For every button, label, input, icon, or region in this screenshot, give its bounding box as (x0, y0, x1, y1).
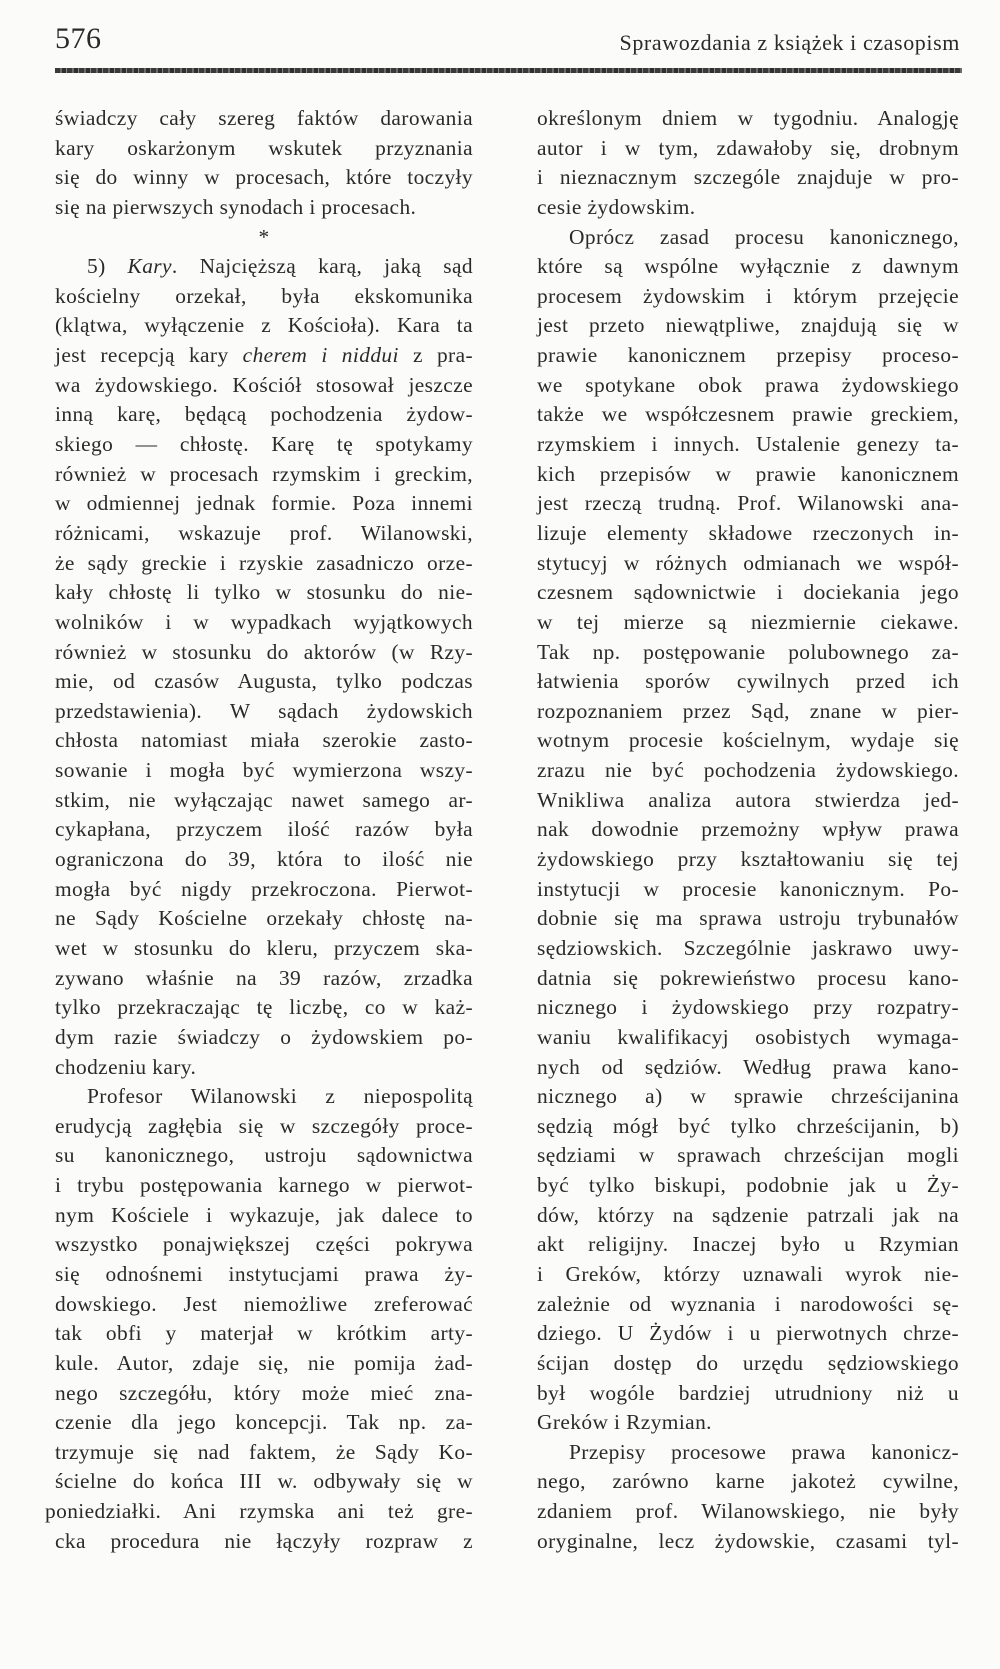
text-line: lizuje elementy składowe rzeczonych in- (537, 520, 959, 545)
text-line: nicznego i żydowskiego przy rozpatry- (537, 995, 959, 1020)
text-line: nego szczegółu, który może mieć zna- (55, 1380, 473, 1405)
running-title: Sprawozdania z książek i czasopism (619, 30, 960, 55)
text-line: czesnem sądownictwie i dociekania jego (537, 580, 959, 605)
text-line: zdaniem prof. Wilanowskiego, nie były (537, 1499, 959, 1524)
text-line: chodzeniu kary. (55, 1054, 197, 1079)
text-line: określonym dniem w tygodniu. Analogję (537, 106, 959, 130)
text-line: Profesor Wilanowski z niepospolitą (87, 1084, 473, 1109)
text-line: Wnikliwa analiza autora stwierdza jed- (537, 787, 959, 812)
text-line: kich przepisów w prawie kanonicznem (537, 461, 959, 486)
text-line: wszystko ponajwiększej części pokrywa (55, 1232, 473, 1257)
text-line: instytucji w procesie kanonicznym. Po- (537, 876, 959, 901)
text-line: się do winny w procesach, które toczyły (55, 165, 473, 190)
text-line: chłosta natomiast miała szerokie zasto- (55, 728, 473, 753)
text-line: łatwienia sporów cywilnych przed ich (537, 669, 959, 694)
text-line: dobnie się ma sprawa ustroju trybunałów (537, 906, 959, 931)
text-line: że sądy greckie i rzyskie zasadniczo orze- (55, 550, 473, 575)
text-line: sowanie i mogła być wymierzona wszy- (55, 758, 473, 783)
text-line: su kanonicznego, ustroju sądownictwa (55, 1143, 473, 1168)
text-line: zależnie od wyznania i narodowości sę- (537, 1291, 959, 1316)
text-line: tylko przekraczając tę liczbę, co w każ- (55, 995, 473, 1020)
text-line: (klątwa, wyłączenie z Kościoła). Kara ta (55, 313, 473, 338)
text-line: wa żydowskiego. Kościół stosował jeszcze (55, 372, 473, 397)
text-line: jest przeto niewątpliwe, znajdują się w (537, 313, 959, 338)
text-line: dziego. U Żydów i u pierwotnych chrze- (537, 1321, 959, 1346)
text-line: sędzią mógł być tylko chrześcijanin, b) (537, 1113, 959, 1138)
text-line: świadczy cały szereg faktów darowania (55, 106, 473, 130)
text-line: Przepisy procesowe prawa kanonicz- (569, 1439, 959, 1464)
text-line: dowskiego. Jest niemożliwe zreferować (55, 1291, 473, 1316)
text-line: wet w stosunku do kleru, przyczem ska- (55, 935, 473, 960)
text-line: we spotykane obok prawa żydowskiego (537, 372, 959, 397)
text-line: zywano właśnie na 39 razów, zrzadka (55, 965, 473, 990)
text-line: zrazu nie być pochodzenia żydowskiego. (537, 758, 959, 783)
text-line: dów, którzy na sądzenie patrzali jak na (537, 1202, 959, 1227)
text-line: i nieznacznym szczególe znajduje w pro- (537, 165, 959, 190)
text-line: datnia się pokrewieństwo procesu kano- (537, 965, 959, 990)
text-line: cka procedura nie łączyły rozpraw z (55, 1528, 473, 1553)
right-column (537, 104, 959, 1556)
text-line: nym Kościele i wykazuje, jak dalece to (55, 1202, 473, 1227)
text-line: kule. Autor, zdaje się, nie pomija żad- (55, 1350, 473, 1375)
text-line: waniu kwalifikacyj osobistych wymaga- (537, 1024, 959, 1049)
text-line: przedstawienia). W sądach żydowskich (55, 698, 473, 723)
text-line: erudycją zagłębia się w szczegóły proce- (55, 1113, 473, 1138)
text-line: Greków i Rzymian. (537, 1410, 712, 1435)
text-line: czenie dla jego koncepcji. Tak np. za- (55, 1410, 473, 1435)
text-line: inną karę, będącą pochodzenia żydow- (55, 402, 473, 427)
italic-term: Kary (127, 254, 172, 279)
text-line: mie, od czasów Augusta, tylko podczas (55, 669, 473, 694)
text-line: stkim, nie wyłączając nawet samego ar- (55, 787, 473, 812)
text-line: się na pierwszych synodach i procesach. (55, 194, 417, 219)
text-line: rzymskiem i innych. Ustalenie genezy ta- (537, 432, 959, 457)
text-line: skiego — chłostę. Karę tę spotykamy (55, 432, 473, 457)
text-line: był wogóle bardziej utrudniony niż u (537, 1380, 959, 1405)
left-column (45, 104, 473, 1556)
text-line: trzymuje się nad faktem, że Sądy Ko- (55, 1439, 473, 1464)
text-line: cesie żydowskim. (537, 194, 696, 219)
text-line: kościelny orzekał, była ekskomunika (55, 283, 473, 308)
text-line: * (258, 224, 270, 249)
text-line: również w stosunku do aktorów (w Rzy- (55, 639, 473, 664)
text-line: nych od sędziów. Według prawa kano- (537, 1054, 959, 1079)
text-line: prawie kanonicznem przepisy proceso- (537, 343, 959, 368)
page-number: 576 (55, 22, 102, 55)
text-line: rozpoznaniem przez Sąd, znane w pier- (537, 698, 959, 723)
text-line: żydowskiego przy kształtowaniu się tej (537, 847, 959, 872)
text-line: ograniczona do 39, która to ilość nie (55, 847, 473, 872)
text-line: ścielne do końca III w. odbywały się w (55, 1469, 473, 1494)
text-line: różnicami, wskazuje prof. Wilanowski, (55, 520, 473, 545)
italic-term: cherem i niddui (242, 343, 399, 368)
text-line: procesem żydowskim i którym przejęcie (537, 283, 959, 308)
text-line: dym razie świadczy o żydowskiem po- (55, 1024, 473, 1049)
text-line: Oprócz zasad procesu kanonicznego, (569, 224, 959, 249)
text-line: nak dowodnie przemożny wpływ prawa (537, 817, 959, 842)
text-line: nicznego a) w sprawie chrześcijanina (537, 1084, 959, 1109)
text-line: stytucyj w różnych odmianach we współ- (537, 550, 959, 575)
text-line: 5) Kary. Najcięższą karą, jaką sąd (87, 254, 473, 279)
text-line: ścijan dostęp do urzędu sędziowskiego (537, 1350, 959, 1375)
text-line: tak obfi y materjał w krótkim arty- (55, 1321, 473, 1346)
text-line: oryginalne, lecz żydowskie, czasami tyl- (537, 1528, 959, 1553)
text-line: akt religijny. Inaczej było u Rzymian (537, 1232, 959, 1257)
text-line: poniedziałki. Ani rzymska ani też gre- (45, 1499, 473, 1524)
text-line: kały chłostę li tylko w stosunku do nie- (55, 580, 473, 605)
text-line: również w procesach rzymskim i greckim, (55, 461, 473, 486)
header-rule (55, 68, 962, 73)
page-header (55, 18, 960, 64)
text-line: cykapłana, przyczem ilość razów była (55, 817, 473, 842)
text-line: w tej mierze są niezmiernie ciekawe. (537, 609, 959, 634)
text-line: mogła być nigdy przekroczona. Pierwot- (55, 876, 473, 901)
text-line: Tak np. postępowanie polubownego za- (537, 639, 959, 664)
text-line: sędziami w sprawach chrześcijan mogli (537, 1143, 959, 1168)
text-line: sędziowskich. Szczególnie jaskrawo uwy- (537, 935, 959, 960)
text-line: ne Sądy Kościelne orzekały chłostę na- (55, 906, 473, 931)
text-line: jest rzeczą trudną. Prof. Wilanowski ana- (537, 491, 959, 516)
text-line: i trybu postępowania karnego w pierwot- (55, 1173, 473, 1198)
text-line: autor i w tym, zdawałoby się, drobnym (537, 135, 959, 160)
text-line: się odnośnemi instytucjami prawa ży- (55, 1261, 473, 1286)
text-line: kary oskarżonym wskutek przyznania (55, 135, 473, 160)
text-line: także we współczesnem prawie greckiem, (537, 402, 959, 427)
text-line: wotnym procesie kościelnym, wydaje się (537, 728, 959, 753)
text-line: jest recepcją kary cherem i niddui z pra- (55, 343, 473, 368)
text-line: i Greków, którzy uznawali wyrok nie- (537, 1261, 959, 1286)
text-line: w odmiennej jednak formie. Poza innemi (55, 491, 473, 516)
text-line: być tylko biskupi, podobnie jak u Ży- (537, 1173, 959, 1198)
text-line: które są wspólne wyłącznie z dawnym (537, 254, 959, 279)
text-line: nego, zarówno karne jakoteż cywilne, (537, 1469, 959, 1494)
text-line: wolników i w wypadkach wyjątkowych (55, 609, 473, 634)
